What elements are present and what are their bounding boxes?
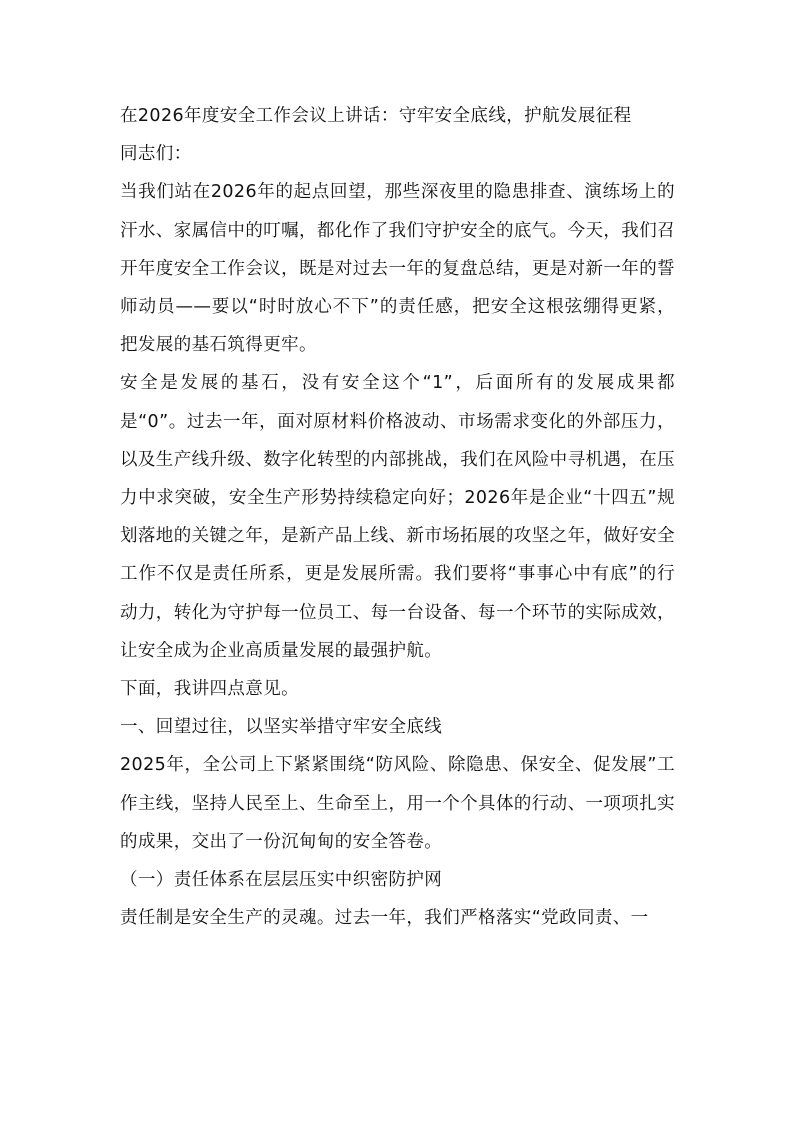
paragraph-significance: 安全是发展的基石，没有安全这个“1”，后面所有的发展成果都是“0”。过去一年，面对原材料价格波动、市场需求变化的外部压力，以及生产线升级、数字化转型的内部挑战，我们在风险中寻机遇，在压力中求突破，安全生产形势持续稳定向好；2026年是企业“十四五”规划落地的关键之年，是新产品上线、新市场拓展的攻坚之年，做好安全工作不仅是责任所系，更是发展所需。我们要将“事事心中有底”的行动力，转化为守护每一位员工、每一台设备、每一个环节的实际成效，让安全成为企业高质量发展的最强护航。 — [120, 373, 675, 661]
paragraph-2025-summary: 2025年，全公司上下紧紧围绕“防风险、除隐患、保安全、促发展”工作主线，坚持人民至上、生命至上，用一个个具体的行动、一项项扎实的成果，交出了一份沉甸甸的安全答卷。 — [120, 755, 675, 852]
document-title: 在2026年度安全工作会议上讲话：守牢安全底线，护航发展征程 — [120, 106, 632, 126]
section-heading-1: 一、回望过往，以坚实举措守牢安全底线 — [120, 717, 443, 738]
document-body — [120, 97, 675, 937]
paragraph-transition: 下面，我讲四点意见。 — [120, 679, 299, 700]
subsection-heading-1: （一）责任体系在层层压实中织密防护网 — [120, 870, 443, 891]
paragraph-opening: 当我们站在2026年的起点回望，那些深夜里的隐患排查、演练场上的汗水、家属信中的叮嘱，都化作了我们守护安全的底气。今天，我们召开年度安全工作会议，既是对过去一年的复盘总结，更是对新一年的誓师动员——要以“时时放心不下”的责任感，把安全这根弦绷得更紧，把发展的基石筑得更牢。 — [120, 182, 675, 356]
salutation: 同志们： — [120, 144, 192, 165]
paragraph-responsibility: 责任制是安全生产的灵魂。过去一年，我们严格落实“党政同责、一 — [120, 908, 649, 929]
